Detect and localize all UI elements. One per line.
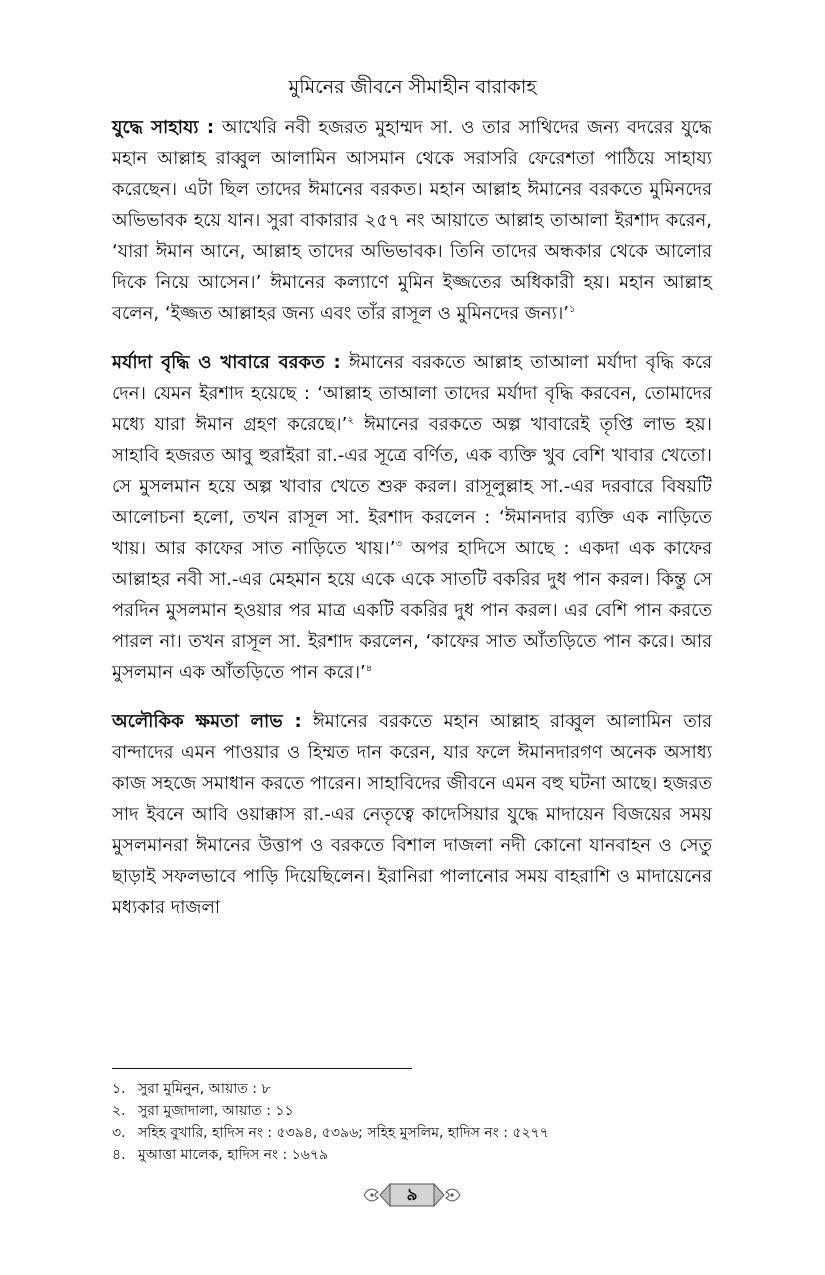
paragraph-war-help [112, 112, 712, 329]
paragraph-text: আখেরি নবী হজরত মুহাম্মদ সা. ও তার সাথিদের জন্য বদরের যুদ্ধে মহান আল্লাহ রাব্বুল আলামিন আসমান থেকে সরাসরি ফেরেশতা পাঠিয়ে সাহায্য করেছেন। এটা ছিল তাদের ঈমানের বরকত। মহান আল্লাহ ঈমানের বরকতে মুমিনদের অভিভাবক হয়ে যান। সুরা বাকারার ২৫৭ নং আয়াতে আল্লাহ তাআলা ইরশাদ করেন, ‘যারা ঈমান আনে, আল্লাহ তাদের অভিভাবক। তিনি তাদের অন্ধকার থেকে আলোর দিকে নিয়ে আসেন।’ ঈমানের কল্যাণে মুমিন ইজ্জতের অধিকারী হয়। মহান আল্লাহ বলেন, ‘ইজ্জত আল্লাহর জন্য এবং তাঁর রাসূল ও মুমিনদের জন্য।’ [112, 117, 712, 324]
page-number: ৯ [406, 1185, 418, 1205]
footnote-number: ৩. [112, 1125, 126, 1141]
paragraph-miracle-power [112, 706, 712, 923]
footnote-ref: ৩ [395, 539, 402, 550]
footnote-text: মুআত্তা মালেক, হাদিস নং : ১৬৭৯ [138, 1147, 329, 1163]
footnote-text: সুরা মুজাদালা, আয়াত : ১১ [138, 1103, 294, 1119]
running-head: মুমিনের জীবনে সীমাহীন বারাকাহ [288, 76, 537, 98]
body-text [112, 112, 712, 941]
footnote-number: ৪. [112, 1147, 126, 1163]
footnote-ref: ১ [569, 304, 576, 315]
footnote-item [112, 1100, 712, 1122]
footnote-item [112, 1078, 712, 1100]
paragraph-dignity-food [112, 347, 712, 688]
footnote-item [112, 1144, 712, 1166]
footnotes [112, 1078, 712, 1166]
page-number-ornament [360, 1180, 464, 1210]
footnote-text: সহিহ বুখারি, হাদিস নং : ৫৩৯৪, ৫৩৯৬; সহিহ মুসলিম, হাদিস নং : ৫২৭৭ [138, 1125, 549, 1141]
paragraph-heading: মর্যাদা বৃদ্ধি ও খাবারে বরকত : [112, 352, 341, 373]
footnote-divider [112, 1068, 412, 1069]
footnote-item [112, 1122, 712, 1144]
paragraph-text: অপর হাদিসে আছে : একদা এক কাফের আল্লাহর নবী সা.-এর মেহমান হয়ে একে একে সাতটি বকরির দুধ পান করল। কিন্তু সে পরদিন মুসলমান হওয়ার পর মাত্র একটি বকরির দুধ পান করল। এর বেশি পান করতে পারল না। তখন রাসূল সা. ইরশাদ করলেন, ‘কাফের সাত আঁতড়িতে পান করে। আর মুসলমান এক আঁতড়িতে পান করে।’ [112, 538, 713, 683]
paragraph-heading: যুদ্ধে সাহায্য : [112, 117, 215, 138]
footnote-number: ২. [112, 1103, 126, 1119]
footnote-ref: ৪ [365, 663, 373, 674]
paragraph-text: ঈমানের বরকতে আল্লাহ তাআলা মর্যাদা বৃদ্ধি করে দেন। যেমন ইরশাদ হয়েছে : ‘আল্লাহ তাআলা তাদের মর্যাদা বৃদ্ধি করবেন, তোমাদের মধ্যে যারা ঈমান গ্রহণ করেছে।’ [112, 352, 712, 435]
paragraph-text: ঈমানের বরকতে অল্প খাবারেই তৃপ্তি লাভ হয়। সাহাবি হজরত আবু হুরাইরা রা.-এর সূত্রে বর্ণিত, এক ব্যক্তি খুব বেশি খাবার খেতো। সে মুসলমান হয়ে অল্প খাবার খেতে শুরু করল। রাসূলুল্লাহ সা.-এর দরবারে বিষয়টি আলোচনা হলো, তখন রাসূল সা. ইরশাদ করলেন : ‘ঈমানদার ব্যক্তি এক নাড়িতে খায়। আর কাফের সাত নাড়িতে খায়।’ [112, 414, 712, 559]
paragraph-heading: অলৌকিক ক্ষমতা লাভ : [112, 711, 302, 732]
paragraph-text: ঈমানের বরকতে মহান আল্লাহ রাব্বুল আলামিন তার বান্দাদের এমন পাওয়ার ও হিম্মত দান করেন, যার ফলে ঈমানদারগণ অনেক অসাধ্য কাজ সহজে সমাধান করতে পারেন। সাহাবিদের জীবনে এমন বহু ঘটনা আছে। হজরত সাদ ইবনে আবি ওয়াক্কাস রা.-এর নেতৃত্বে কাদেসিয়ার যুদ্ধে মাদায়েন বিজয়ের সময় মুসলমানরা ঈমানের উত্তাপ ও বরকতে বিশাল দাজলা নদী কোনো যানবাহন ও সেতু ছাড়াই সফলভাবে পাড়ি দিয়েছিলেন। ইরানিরা পালানোর সময় বাহরাশি ও মাদায়েনের মধ্যকার দাজলা [112, 711, 712, 918]
footnote-text: সুরা মুমিনুন, আয়াত : ৮ [138, 1081, 271, 1097]
footnote-ref: ২ [347, 415, 354, 426]
footnote-number: ১. [112, 1081, 126, 1097]
